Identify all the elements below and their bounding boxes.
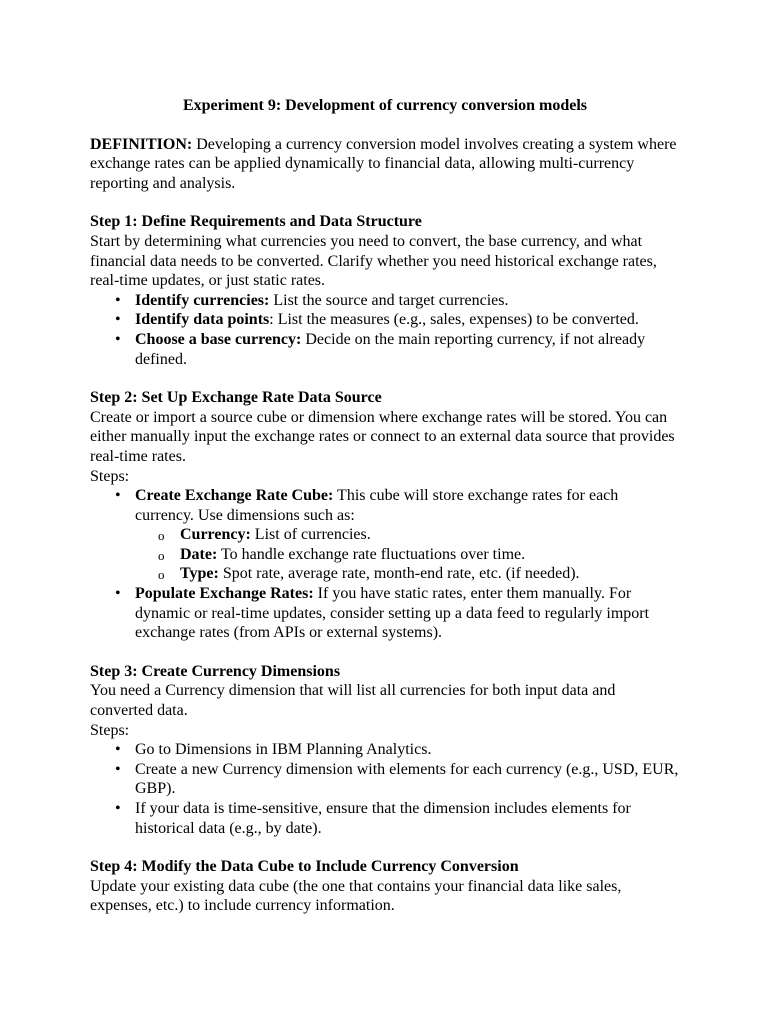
step1-bullet-data-points (135, 310, 680, 330)
step3-body: You need a Currency dimension that will list all currencies for both input data and converted data. (90, 682, 616, 720)
step4-section (90, 857, 680, 916)
sub-text: Spot rate, average rate, month-end rate, etc. (if needed). (218, 565, 580, 583)
sub-label: Currency: (180, 526, 251, 544)
bullet-label: Identify data points (135, 311, 270, 329)
sub-label: Date: (180, 545, 218, 563)
step2-heading: Step 2: Set Up Exchange Rate Data Source (90, 389, 382, 407)
step1-body: Start by determining what currencies you need to convert, the base currency, and what financial data needs to be converted. Clarify whether you need historical exchange rates, real-time updates, or just static rates. (90, 232, 657, 290)
sub-text: To handle exchange rate fluctuations over time. (217, 545, 526, 563)
step2-sub-list (135, 525, 680, 584)
step1-bullet-base-currency (135, 330, 680, 369)
bullet-label: Populate Exchange Rates: (135, 585, 314, 603)
step2-bullet-exchange-rate-cube (135, 486, 680, 584)
step3-heading: Step 3: Create Currency Dimensions (90, 662, 341, 680)
document-title: Experiment 9: Development of currency conversion models (182, 97, 588, 114)
step1-section (90, 212, 680, 369)
definition-label: DEFINITION: (90, 135, 193, 153)
step3-bullet-create-dimension: • Create a new Currency dimension with elements for each currency (e.g., USD, EUR, GBP). (135, 760, 680, 799)
bullet-text: If you have static rates, enter them manually. For dynamic or real-time updates, consider setting up a data feed to regularly import exchange rates (from APIs or external systems). (135, 585, 650, 642)
sub-label: Type: (180, 565, 219, 583)
sub-text: List of currencies. (250, 526, 371, 544)
definition-paragraph (90, 135, 680, 194)
step1-bullet-currencies (135, 291, 680, 311)
bullet-label: Create Exchange Rate Cube: (135, 487, 334, 505)
step2-section (90, 388, 680, 643)
step3-bullet-time-sensitive: • If your data is time-sensitive, ensure that the dimension includes elements for historical data (e.g., by date). (135, 799, 680, 838)
step2-bullet-list (90, 486, 680, 643)
bullet-label: Choose a base currency: (135, 330, 302, 348)
sub-item-currency (180, 525, 680, 545)
bullet-text: : List the measures (e.g., sales, expenses) to be converted. (269, 311, 639, 329)
step4-heading: Step 4: Modify the Data Cube to Include Currency Conversion (90, 858, 519, 876)
bullet-label: Identify currencies: (135, 291, 270, 309)
step1-heading: Step 1: Define Requirements and Data Structure (90, 213, 422, 231)
sub-item-date (180, 545, 680, 565)
definition-section (90, 135, 680, 194)
definition-text: Developing a currency conversion model involves creating a system where exchange rates can be applied dynamically to financial data, allowing multi-currency reporting and analysis. (90, 135, 677, 192)
bullet-text: This cube will store exchange rates for each currency. Use dimensions such as: (135, 487, 619, 524)
step3-section (90, 662, 680, 838)
step3-bullet-go-to-dimensions: • Go to Dimensions in IBM Planning Analytics. (135, 740, 680, 760)
step3-steps-label: Steps: (90, 721, 130, 739)
step2-body: Create or import a source cube or dimension where exchange rates will be stored. You can either manually input the exchange rates or connect to an external data source that provides real-time rates. (90, 408, 675, 465)
step2-steps-label: Steps: (90, 467, 130, 485)
bullet-text: Decide on the main reporting currency, if not already defined. (135, 330, 646, 368)
sub-item-type (180, 564, 680, 584)
step2-bullet-populate-rates (135, 584, 680, 643)
bullet-text: List the source and target currencies. (269, 291, 509, 309)
step3-bullet-list (90, 740, 680, 838)
step4-body: Update your existing data cube (the one that contains your financial data like sales, expenses, etc.) to include currency information. (90, 877, 622, 915)
document-page (90, 96, 680, 935)
step1-bullet-list (90, 291, 680, 369)
